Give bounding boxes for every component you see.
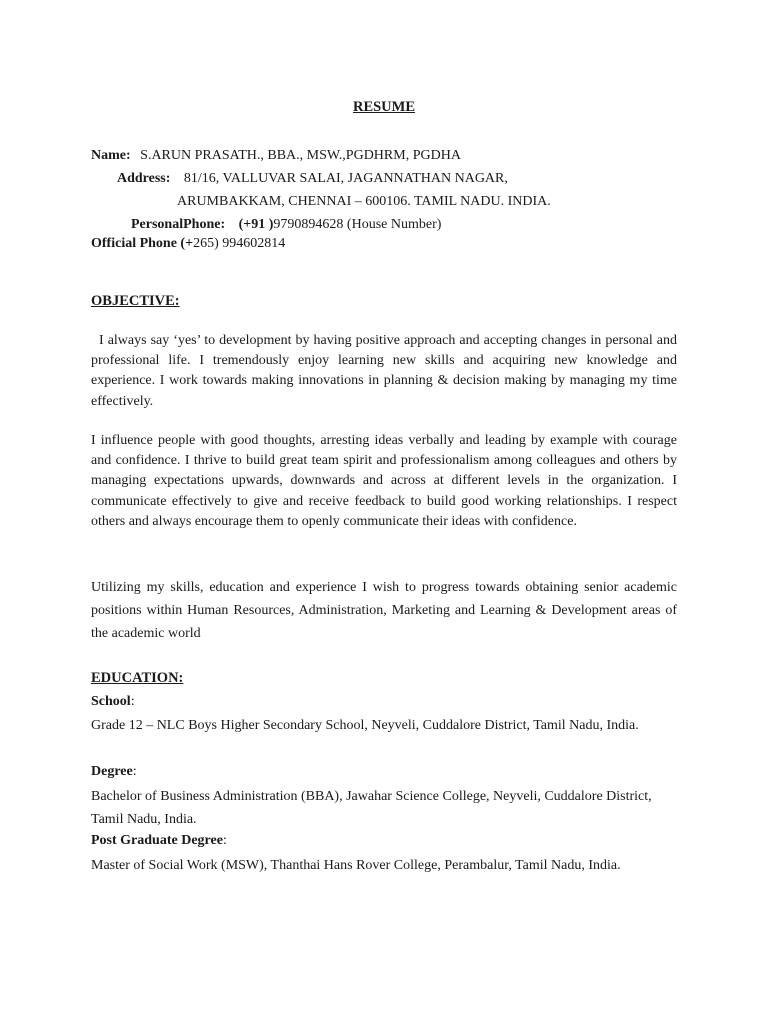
pg-label-line xyxy=(91,833,227,849)
degree-label: Degree xyxy=(91,764,133,779)
official-phone-value: 265) 994602814 xyxy=(193,236,286,251)
pg-label: Post Graduate Degree xyxy=(91,833,223,848)
school-text: Grade 12 – NLC Boys Higher Secondary School, Neyveli, Cuddalore District, Tamil Nadu, India. xyxy=(91,718,639,733)
school-label: School xyxy=(91,694,131,709)
personal-phone-line xyxy=(131,215,441,235)
degree-text: Bachelor of Business Administration (BBA), Jawahar Science College, Neyveli, Cuddalore District, Tamil Nadu, India. xyxy=(91,789,652,827)
school-colon: : xyxy=(130,694,135,709)
name-line xyxy=(91,146,461,166)
personal-phone-value: 9790894628 (House Number) xyxy=(273,217,442,232)
degree-colon: : xyxy=(132,764,137,779)
degree-label-line xyxy=(91,764,137,780)
objective-paragraph-2: I influence people with good thoughts, arresting ideas verbally and leading by example with courage and confidence. I thrive to build great team spirit and professionalism among colleagues and others by managing expectations upwards, downwards and across at different levels in the organization. I communicate effectively to give and receive feedback to build good working relationships. I respect others and always encourage them to openly communicate their ideas with confidence. xyxy=(91,433,677,529)
pg-colon: : xyxy=(222,833,227,848)
personal-phone-label: PersonalPhone: xyxy=(131,217,226,232)
objective-paragraph-1: I always say ‘yes’ to development by having positive approach and accepting changes in personal and professional life. I tremendously enjoy learning new skills and acquiring new knowledge and experience. I work towards making innovations in planning & decision making by managing my time effectively. xyxy=(91,333,677,409)
official-phone-line xyxy=(91,234,285,254)
document-title: RESUME xyxy=(352,99,416,115)
objective-paragraph-3: Utilizing my skills, education and experience I wish to progress towards obtaining senior academic positions within Human Resources, Administration, Marketing and Learning & Development areas of the academic world xyxy=(91,580,677,641)
address-value-line1: 81/16, VALLUVAR SALAI, JAGANNATHAN NAGAR, xyxy=(183,171,508,186)
official-phone-label: Official Phone (+ xyxy=(91,236,194,251)
address-line-2: ARUMBAKKAM, CHENNAI – 600106. TAMIL NADU. INDIA. xyxy=(177,194,551,209)
pg-text: Master of Social Work (MSW), Thanthai Hans Rover College, Perambalur, Tamil Nadu, India. xyxy=(91,858,621,873)
education-heading: EDUCATION: xyxy=(91,670,184,686)
name-value: S.ARUN PRASATH., BBA., MSW.,PGDHRM, PGDHA xyxy=(140,148,461,163)
name-label: Name: xyxy=(91,148,131,163)
objective-heading: OBJECTIVE: xyxy=(91,293,180,309)
address-line-1 xyxy=(117,169,508,189)
personal-phone-prefix: (+91 ) xyxy=(238,217,274,232)
address-label: Address: xyxy=(117,171,171,186)
school-label-line xyxy=(91,694,135,710)
